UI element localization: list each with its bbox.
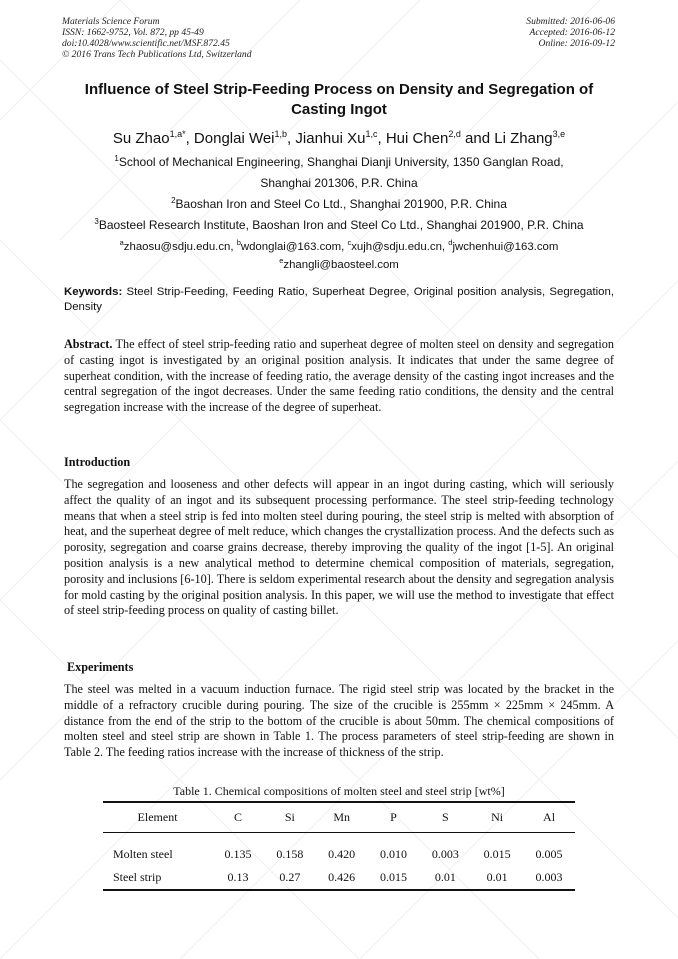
email-link[interactable]: zhaosu@sdju.edu.cn: [123, 240, 231, 253]
table-cell: 0.426: [328, 870, 356, 884]
author: Donglai Wei: [193, 130, 275, 147]
table-header-row: [103, 802, 575, 833]
journal-name: Materials Science Forum: [62, 16, 160, 27]
paper-title: Influence of Steel Strip-Feeding Process on Density and Segregation of Casting Ingot: [84, 81, 594, 118]
table-header: Ni: [491, 810, 504, 824]
email-link[interactable]: wdonglai@163.com: [240, 240, 342, 253]
introduction-text: The segregation and looseness and other defects will appear in an ingot during casting, which will seriously affect the quality of an ingot and its subsequent processing performance. The steel strip-feeding technology means that when a steel strip is fed into molten steel during pouring, the steel strip is melted with absorption of heat, and the superheat degree of melt reduce, which changes the crystallization process. And the defects such as porosity, segregation and coarse grains decrease, thereby improving the quality of the ingot [1-5]. An original position analysis is a new analytical method to determine chemical composition of materials, segregation, porosity and inclusions [6-10]. There is seldom experimental research about the density and segregation analysis for mold casting by the original position analysis. In this paper, we will use the method to investigate that effect of steel strip-feeding process on quality of casting billet.: [64, 477, 614, 618]
keywords: [64, 285, 614, 315]
table-cell: 0.13: [227, 870, 249, 884]
table-row: [103, 866, 575, 890]
table-cell: 0.420: [328, 847, 356, 861]
table-cell: 0.01: [434, 870, 456, 884]
affiliation: $^3$Baosteel Research Institute, Baoshan Iron and Steel Co Ltd., Shanghai 201900, P.R. China: [94, 217, 584, 232]
author: Su Zhao: [112, 130, 170, 147]
table-row: [103, 833, 575, 867]
table-cell: Steel strip: [113, 870, 162, 884]
table-header: Mn: [333, 810, 350, 824]
table-cell: 0.135: [224, 847, 252, 861]
online-date: Online: 2016-09-12: [538, 38, 615, 49]
author: Jianhui Xu: [295, 130, 366, 147]
author-affiliation-mark: 2,d: [448, 129, 461, 139]
author-affiliation-mark: 1,b: [274, 129, 288, 139]
abstract-text: The effect of steel strip-feeding ratio and superheat degree of molten steel on density and segregation of casting ingot is investigated by an original position analysis. It indicates that under the same degree of superheat condition, with the increase of feeding ratio, the average density of the casting ingot increases and the central segregation of the ingot decreases. Under the same feeding ratio conditions, the density and the central segregation increase with the increase of the degree of superheat.: [64, 337, 614, 415]
table-cell: 0.158: [276, 847, 304, 861]
table-cell: 0.005: [535, 847, 563, 861]
table-header: P: [390, 810, 397, 824]
table-cell: 0.01: [486, 870, 508, 884]
accepted-date: Accepted: 2016-06-12: [529, 27, 615, 38]
table-header: Al: [543, 810, 556, 824]
journal-info: [62, 16, 252, 60]
author-affiliation-mark: 1,a*: [169, 129, 186, 139]
table-cell: 0.003: [431, 847, 459, 861]
author-list: Su Zhao$^{1,a*}$, Donglai Wei$^{1,b}$, Jianhui Xu$^{1,c}$, Hui Chen$^{2,d}$ and Li Zhang$^{3,e}$: [112, 129, 566, 147]
abstract: [64, 337, 614, 416]
email-list: $^a$zhaosu@sdju.edu.cn, $^b$wdonglai@163.com, $^c$xujh@sdju.edu.cn, $^d$jwchenhui@163.com $^e$zhangli@baosteel.com: [119, 238, 559, 271]
keywords-text: Steel Strip-Feeding, Feeding Ratio, Superheat Degree, Original position analysis, Segregation, Density: [64, 286, 614, 313]
table-header: Element: [137, 810, 178, 824]
table-cell: 0.015: [379, 870, 407, 884]
email-link[interactable]: zhangli@baosteel.com: [283, 258, 399, 271]
table-cell: 0.27: [279, 870, 301, 884]
table-header: S: [441, 810, 449, 824]
author-affiliation-mark: 1,c: [365, 129, 378, 139]
section-heading-experiments: Experiments: [67, 660, 134, 674]
experiments-text: The steel was melted in a vacuum induction furnace. The rigid steel strip was located by the bracket in the middle of a refractory crucible during pouring. The size of the crucible is 255mm × 225mm × 245mm. A distance from the end of the strip to the bottom of the crucible is about 50mm. The chemical compositions of molten steel and steel strip are shown in Table 1. The process parameters of steel strip-feeding are shown in Table 2. The feeding ratios increase with the increase of thickness of the strip.: [64, 682, 614, 760]
composition-table: [103, 801, 575, 891]
table-cell: 0.010: [379, 847, 407, 861]
abstract-label: Abstract.: [64, 337, 113, 351]
section-heading-introduction: Introduction: [64, 455, 131, 469]
affiliation: Shanghai 201306, P.R. China: [260, 176, 418, 190]
author-affiliation-mark: 3,e: [552, 129, 566, 139]
table-caption: Table 1. Chemical compositions of molten steel and steel strip [wt%]: [173, 784, 505, 798]
table-header: Si: [284, 810, 295, 824]
submission-dates: [526, 16, 615, 49]
table-cell: 0.003: [535, 870, 563, 884]
author: Hui Chen: [385, 130, 449, 147]
table-cell: Molten steel: [113, 847, 173, 861]
doi-line: doi:10.4028/www.scientific.net/MSF.872.45: [62, 38, 230, 49]
copyright-line: © 2016 Trans Tech Publications Ltd, Switzerland: [62, 49, 252, 60]
email-link[interactable]: jwchenhui@163.com: [452, 240, 559, 253]
table-header: C: [234, 810, 243, 824]
author: Li Zhang: [494, 130, 553, 147]
email-link[interactable]: xujh@sdju.edu.cn: [351, 240, 442, 253]
affiliation: $^2$Baoshan Iron and Steel Co Ltd., Shanghai 201900, P.R. China: [171, 196, 507, 211]
keywords-label: Keywords:: [64, 286, 123, 298]
issn-line: ISSN: 1662-9752, Vol. 872, pp 45-49: [62, 27, 204, 38]
table-cell: 0.015: [483, 847, 511, 861]
submitted-date: Submitted: 2016-06-06: [526, 16, 615, 27]
affiliation: $^1$School of Mechanical Engineering, Shanghai Dianji University, 1350 Ganglan Road,: [114, 154, 564, 169]
